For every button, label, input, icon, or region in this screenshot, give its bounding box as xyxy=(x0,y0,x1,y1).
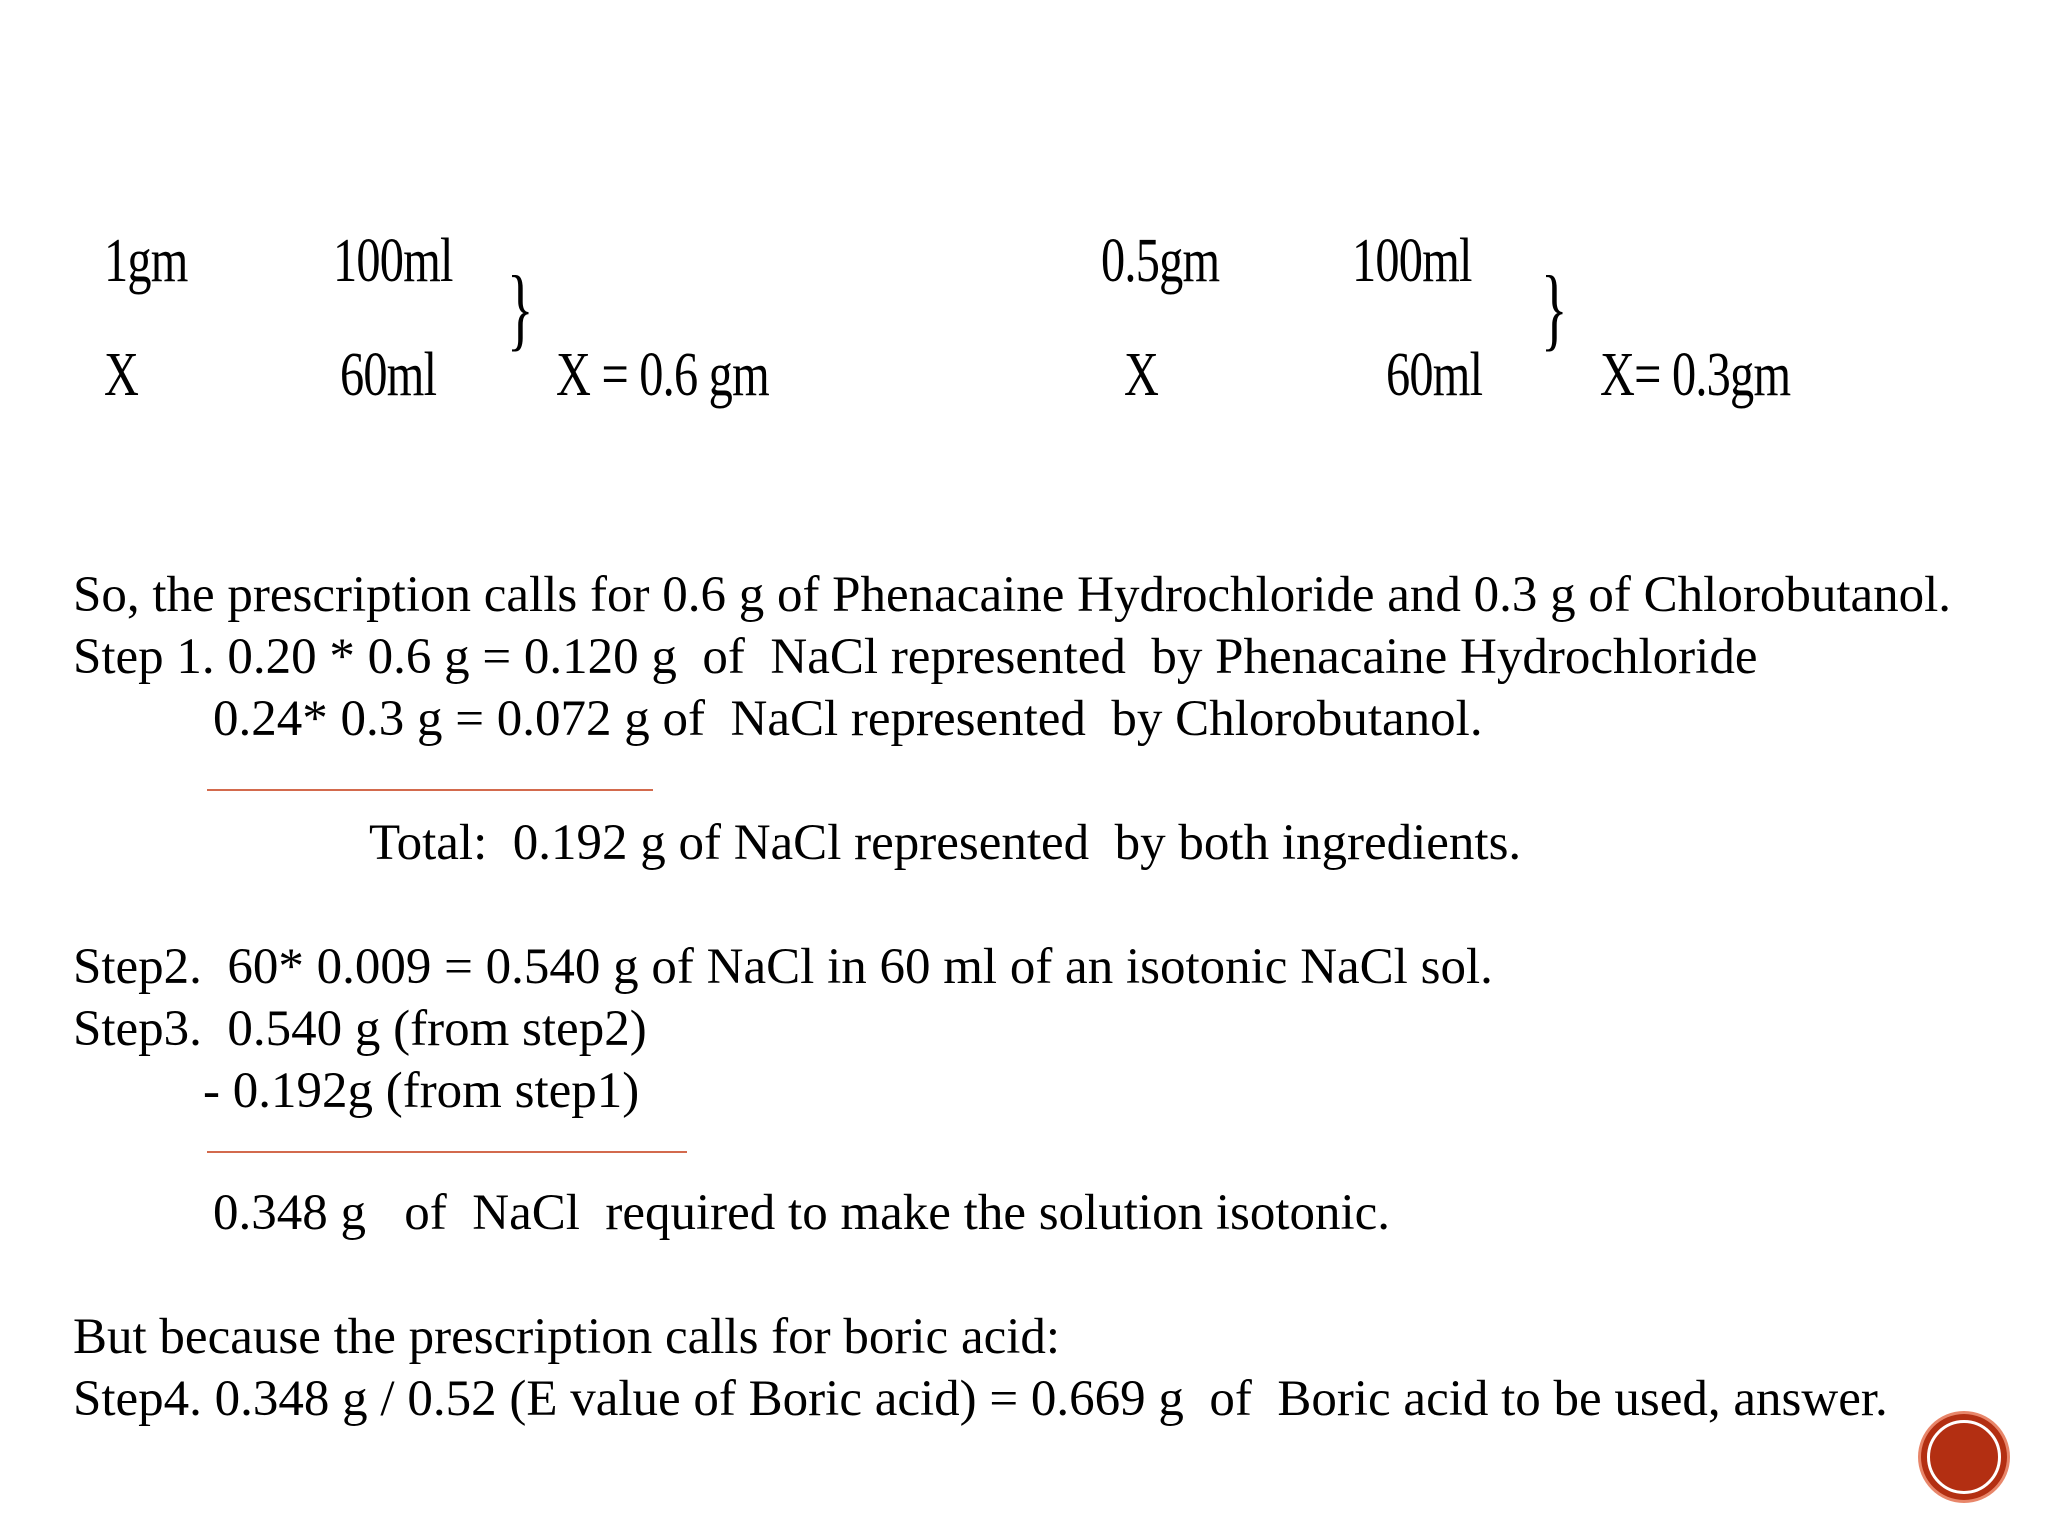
prop-right-b2: 60ml xyxy=(1386,341,1483,409)
step3-line-b: - 0.192g (from step1) xyxy=(203,1063,640,1119)
prop-left-result: X = 0.6 gm xyxy=(556,341,769,409)
step4-line: Step4. 0.348 g / 0.52 (E value of Boric acid) = 0.669 g of Boric acid to be used, answer. xyxy=(73,1371,1888,1427)
result-line: 0.348 g of NaCl required to make the solution isotonic. xyxy=(213,1185,1391,1241)
prop-right-a2: X xyxy=(1124,341,1159,409)
prop-left-a2: X xyxy=(104,341,139,409)
step1-line-b: 0.24* 0.3 g = 0.072 g of NaCl represented by Chlorobutanol. xyxy=(213,691,1483,747)
prop-right-a1: 0.5gm xyxy=(1101,227,1220,295)
prop-right-brace: } xyxy=(1541,257,1568,359)
step2-line: Step2. 60* 0.009 = 0.540 g of NaCl in 60 ml of an isotonic NaCl sol. xyxy=(73,939,1493,995)
prop-left-b2: 60ml xyxy=(340,341,437,409)
prop-right-result: X= 0.3gm xyxy=(1600,341,1791,409)
prop-left-b1: 100ml xyxy=(333,227,453,295)
prop-right-b1: 100ml xyxy=(1352,227,1472,295)
total-line: Total: 0.192 g of NaCl represented by both ingredients. xyxy=(369,815,1522,871)
boric-intro-line: But because the prescription calls for boric acid: xyxy=(73,1309,1061,1365)
step3-line-a: Step3. 0.540 g (from step2) xyxy=(73,1001,647,1057)
prop-left-a1: 1gm xyxy=(104,227,188,295)
step1-line-a: Step 1. 0.20 * 0.6 g = 0.120 g of NaCl represented by Phenacaine Hydrochloride xyxy=(73,629,1758,685)
divider-rule xyxy=(207,1151,687,1153)
slide-logo-icon xyxy=(1921,1414,2007,1500)
divider-rule xyxy=(207,789,653,791)
prop-left-brace: } xyxy=(507,257,534,359)
intro-line: So, the prescription calls for 0.6 g of Phenacaine Hydrochloride and 0.3 g of Chlorobutanol. xyxy=(73,567,1952,623)
